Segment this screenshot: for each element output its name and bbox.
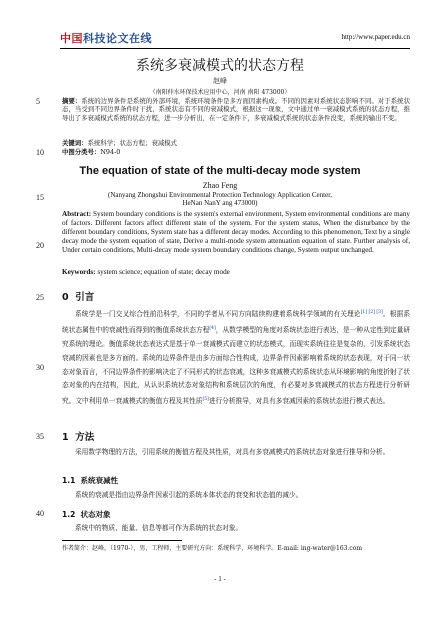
logo-text-blue: 科技论文在线 bbox=[83, 32, 152, 45]
intro-text-1: 系统学是一门交叉综合性前沿科学，不同的学者从不同方向陆续构建着系统科学领域的有关理论 bbox=[75, 310, 361, 319]
author-en: Zhao Feng bbox=[202, 181, 238, 190]
line-number: 25 bbox=[36, 293, 44, 302]
line-number: 10 bbox=[36, 148, 44, 157]
page-header bbox=[60, 30, 410, 49]
author-footnote: 作者简介：赵峰，（1970-），男，工程师，主要研究方向：系统科学，环境科学。E-mail: ing-water@163.com bbox=[62, 545, 363, 552]
clc-cn-label: 中图分类号： bbox=[62, 148, 101, 156]
author-cn: 赵峰 bbox=[213, 77, 227, 85]
section-title: 引言 bbox=[75, 292, 95, 303]
subsection-heading-decay bbox=[62, 475, 118, 486]
section-heading-method bbox=[62, 429, 94, 443]
abstract-en-text: System boundary conditions is the system's external environment, System environmental conditions are many of factors. Different factors affect different state of the system. For the system status, When the disturbance by the different boundary conditions, System state has a different decay modes. According to this phenomenon, Text by a single decay mode the system equation of state, Derive a multi-mode system attenuation equation of state. Further analysis of, Under certain conditions, Multi-decay mode system boundary conditions change, System output unchanged. bbox=[62, 210, 411, 254]
decay-paragraph: 系统的衰减是指由边界条件因素引起的系统本体状态的衰变和状态值的减少。 bbox=[75, 491, 303, 499]
subsection-title: 系统衰减性 bbox=[80, 476, 119, 485]
keywords-cn-text: 系统科学；状态方程；衰减模式 bbox=[87, 139, 178, 147]
section-title: 方法 bbox=[75, 432, 95, 443]
subsection-number: 1.2 bbox=[62, 510, 76, 519]
citation-link[interactable]: [1] [2] [3] bbox=[360, 310, 383, 315]
title-en: The equation of state of the multi-decay mode system bbox=[79, 165, 361, 177]
abstract-cn bbox=[62, 97, 410, 122]
affiliation-cn: （南阳仲水环保技术应用中心，河南 南阳 473000） bbox=[149, 89, 291, 96]
keywords-en-text: system science; equation of state; decay mode bbox=[97, 268, 230, 276]
clc-cn bbox=[62, 148, 410, 156]
keywords-cn bbox=[62, 139, 410, 147]
footnote-divider bbox=[62, 540, 182, 541]
keywords-cn-label: 关键词： bbox=[62, 139, 88, 147]
keywords-en bbox=[62, 268, 410, 276]
affiliation-en-line2: HeNan NanY ang 473000) bbox=[182, 199, 258, 207]
affiliation-en-line1: (Nanyang Zhongshui Environmental Protection Technology Application Center, bbox=[107, 191, 333, 199]
subsection-title: 状态对象 bbox=[80, 510, 111, 519]
introduction-paragraph bbox=[62, 306, 410, 409]
state-object-paragraph: 系统中的物质、能量、信息等都可作为系统的状态对象。 bbox=[75, 524, 243, 532]
abstract-en-label: Abstract: bbox=[62, 210, 92, 218]
site-logo bbox=[60, 30, 152, 46]
intro-text-4: 进行分析推导，对具有多衰减因素的系统状态进行模式表达。 bbox=[208, 397, 390, 406]
line-number: 5 bbox=[36, 97, 40, 106]
logo-text-red: 中国 bbox=[60, 32, 83, 45]
method-paragraph: 采用数学物理的方法，引用系统的衡值方程及其性质，对具有多衰减模式的系统状态对象进行推导和分析。 bbox=[75, 448, 390, 456]
section-number: 0 bbox=[62, 292, 69, 303]
intro-text-2: 。根据系统状态属性中的衰减性而得到的衡值系统状态方程 bbox=[62, 310, 411, 335]
subsection-heading-state-object bbox=[62, 509, 111, 520]
clc-cn-text: N94-0 bbox=[100, 148, 121, 156]
keywords-en-label: Keywords: bbox=[62, 268, 96, 276]
subsection-number: 1.1 bbox=[62, 476, 76, 485]
citation-link[interactable]: [5] bbox=[202, 397, 209, 403]
section-number: 1 bbox=[62, 432, 69, 443]
section-heading-introduction bbox=[62, 289, 94, 303]
abstract-cn-text: 系统的边界条件是系统的外部环境，系统环境条件是多方面因素构成。不同的因素对系统状态影响不同。对于系统状态，当受到不同边界条件时干扰，系统状态有不同的衰减模式，根据这一现象，文中通过单一衰减模式系统的状态方程，推导出了多衰减模式系统的状态方程，进一步分析出，在一定条件下，多衰减模式系统的状态条件没变，系统的输出不变。 bbox=[62, 97, 411, 122]
intro-text-3: ，从数学模型的角度对系统状态进行表达，是一种从定性到定量研究系统的理论。衡值系统状态表达式是基于单一衰减模式而建立的状态模式，而现实系统往往是复杂的，引发系统状态衰减的因素也是多方面的。系统的边界条件是由多方面综合性构成，边界条件因素影响着系统的状态表现，对于同一状态对象而言，不同边界条件的影响决定了不同形式的状态衰减，这种多衰减模式的系统状态从环境影响的角度折射了状态对象的内在结构，因此，从认识系统状态对象结构和系统层次的角度，有必要对多衰减模式的状态方程进行分析研究。文中利用单一衰减模式的衡值方程及其性质 bbox=[62, 326, 411, 406]
line-number: 40 bbox=[36, 509, 44, 518]
site-url[interactable]: http://www.paper.edu.cn bbox=[341, 33, 410, 41]
line-number: 35 bbox=[36, 432, 44, 441]
line-number: 15 bbox=[36, 193, 44, 202]
affiliation-en bbox=[0, 191, 440, 207]
title-cn: 系统多衰减模式的状态方程 bbox=[136, 58, 304, 74]
line-number: 30 bbox=[36, 363, 44, 372]
abstract-cn-label: 摘要： bbox=[62, 97, 82, 105]
page-number: - 1 - bbox=[214, 575, 226, 583]
line-number: 20 bbox=[36, 241, 44, 250]
citation-link[interactable]: [4] bbox=[209, 326, 216, 332]
abstract-en bbox=[62, 210, 410, 255]
